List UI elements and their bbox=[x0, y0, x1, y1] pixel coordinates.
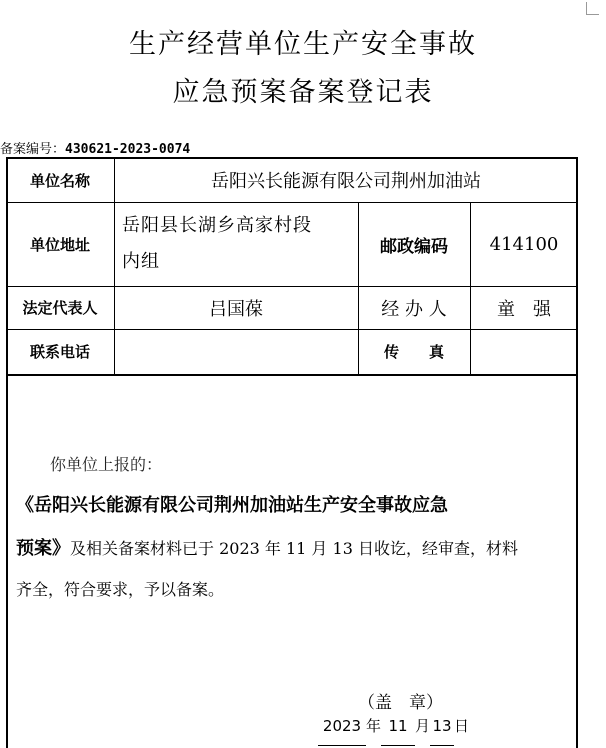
date-month-unit: 月 bbox=[415, 717, 431, 735]
plan-title-line1: 《岳阳兴长能源有限公司荆州加油站生产安全事故应急 bbox=[16, 495, 448, 516]
notice-body-line1 bbox=[16, 530, 518, 568]
date-day: 13 bbox=[430, 707, 454, 746]
page-corner-mark bbox=[586, 2, 599, 15]
form-title-line1: 生产经营单位生产安全事故 bbox=[129, 29, 477, 60]
date-year-unit: 年 bbox=[366, 717, 382, 735]
record-number bbox=[0, 138, 190, 157]
row-divider bbox=[6, 374, 578, 376]
date-year: 2023 bbox=[318, 707, 366, 746]
form-title-line2: 应急预案备案登记表 bbox=[172, 77, 434, 108]
unit-address-line2: 内组 bbox=[122, 251, 160, 272]
contact-phone-label: 联系电话 bbox=[29, 343, 90, 361]
unit-address-label: 单位地址 bbox=[29, 235, 90, 254]
notice-body-line1-rest: 及相关备案材料已于 2023 年 11 月 13 日收讫，经审查，材料 bbox=[70, 539, 518, 558]
fax-label: 传 真 bbox=[383, 343, 444, 361]
legal-representative-value: 吕国葆 bbox=[209, 298, 263, 320]
date-day-unit: 日 bbox=[454, 717, 470, 735]
fax-value bbox=[470, 329, 578, 374]
notice-body-line2: 齐全，符合要求，予以备案。 bbox=[16, 580, 225, 599]
legal-representative-label: 法定代表人 bbox=[22, 299, 98, 317]
unit-name-label: 单位名称 bbox=[29, 171, 90, 190]
postcode-label: 邮政编码 bbox=[380, 236, 448, 257]
record-number-value: 430621-2023-0074 bbox=[65, 142, 191, 157]
handler-label: 经 办 人 bbox=[381, 298, 447, 320]
record-number-label: 备案编号： bbox=[0, 142, 66, 157]
seal-label: （盖 章） bbox=[358, 693, 443, 713]
plan-title-line2: 预案》 bbox=[16, 538, 70, 559]
unit-name-value: 岳阳兴长能源有限公司荆州加油站 bbox=[211, 171, 481, 192]
postcode-value: 414100 bbox=[489, 233, 559, 255]
notice-greeting: 你单位上报的： bbox=[50, 455, 163, 474]
contact-phone-value bbox=[114, 329, 358, 374]
unit-address-value bbox=[122, 208, 358, 280]
approval-date bbox=[318, 707, 469, 746]
date-month: 11 bbox=[381, 707, 415, 746]
unit-address-line1: 岳阳县长湖乡高家村段 bbox=[122, 215, 312, 236]
handler-value: 童 强 bbox=[497, 298, 551, 320]
